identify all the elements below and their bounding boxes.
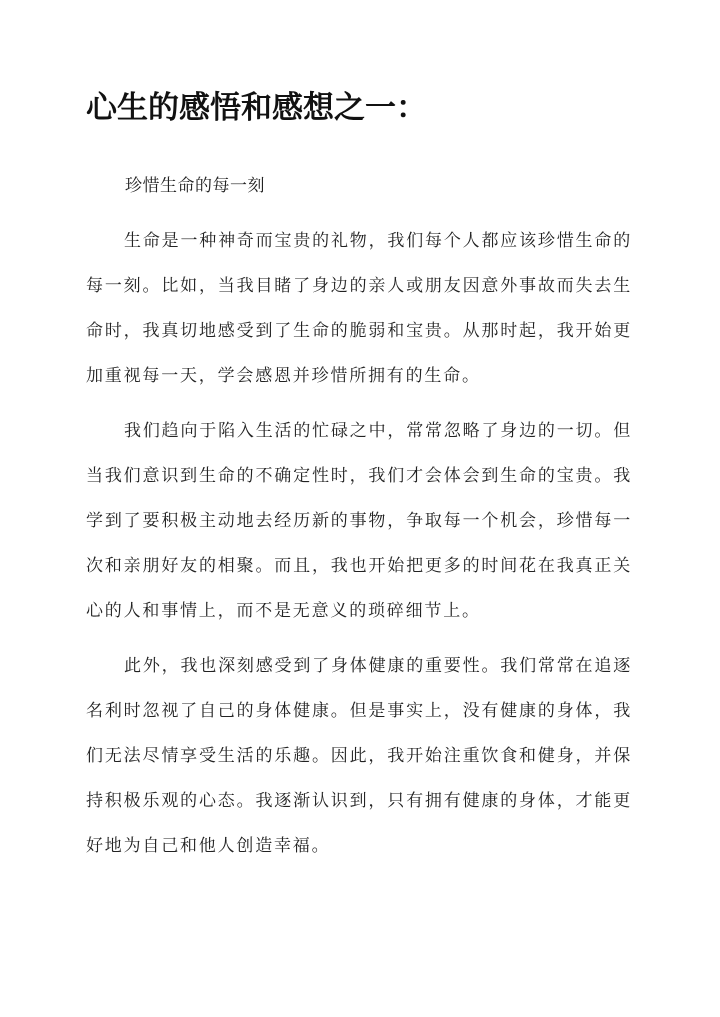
paragraph-3: 此外，我也深刻感受到了身体健康的重要性。我们常常在追逐名利时忽视了自己的身体健康。但是事实上，没有健康的身体，我们无法尽情享受生活的乐趣。因此，我开始注重饮食和健身，并保持积极乐观的心态。我逐渐认识到，只有拥有健康的身体，才能更好地为自己和他人创造幸福。: [86, 656, 632, 856]
paragraph-2: 我们趋向于陷入生活的忙碌之中，常常忽略了身边的一切。但当我们意识到生命的不确定性时，我们才会体会到生命的宝贵。我学到了要积极主动地去经历新的事物，争取每一个机会，珍惜每一次和亲朋好友的相聚。而且，我也开始把更多的时间花在我真正关心的人和事情上，而不是无意义的琐碎细节上。: [86, 421, 632, 621]
paragraph-1: 生命是一种神奇而宝贵的礼物，我们每个人都应该珍惜生命的每一刻。比如，当我目睹了身边的亲人或朋友因意外事故而失去生命时，我真切地感受到了生命的脆弱和宝贵。从那时起，我开始更加重视每一天，学会感恩并珍惜所拥有的生命。: [86, 231, 632, 386]
document-subtitle: 珍惜生命的每一刻: [125, 176, 265, 196]
document-title: 心生的感悟和感想之一：: [86, 90, 427, 126]
